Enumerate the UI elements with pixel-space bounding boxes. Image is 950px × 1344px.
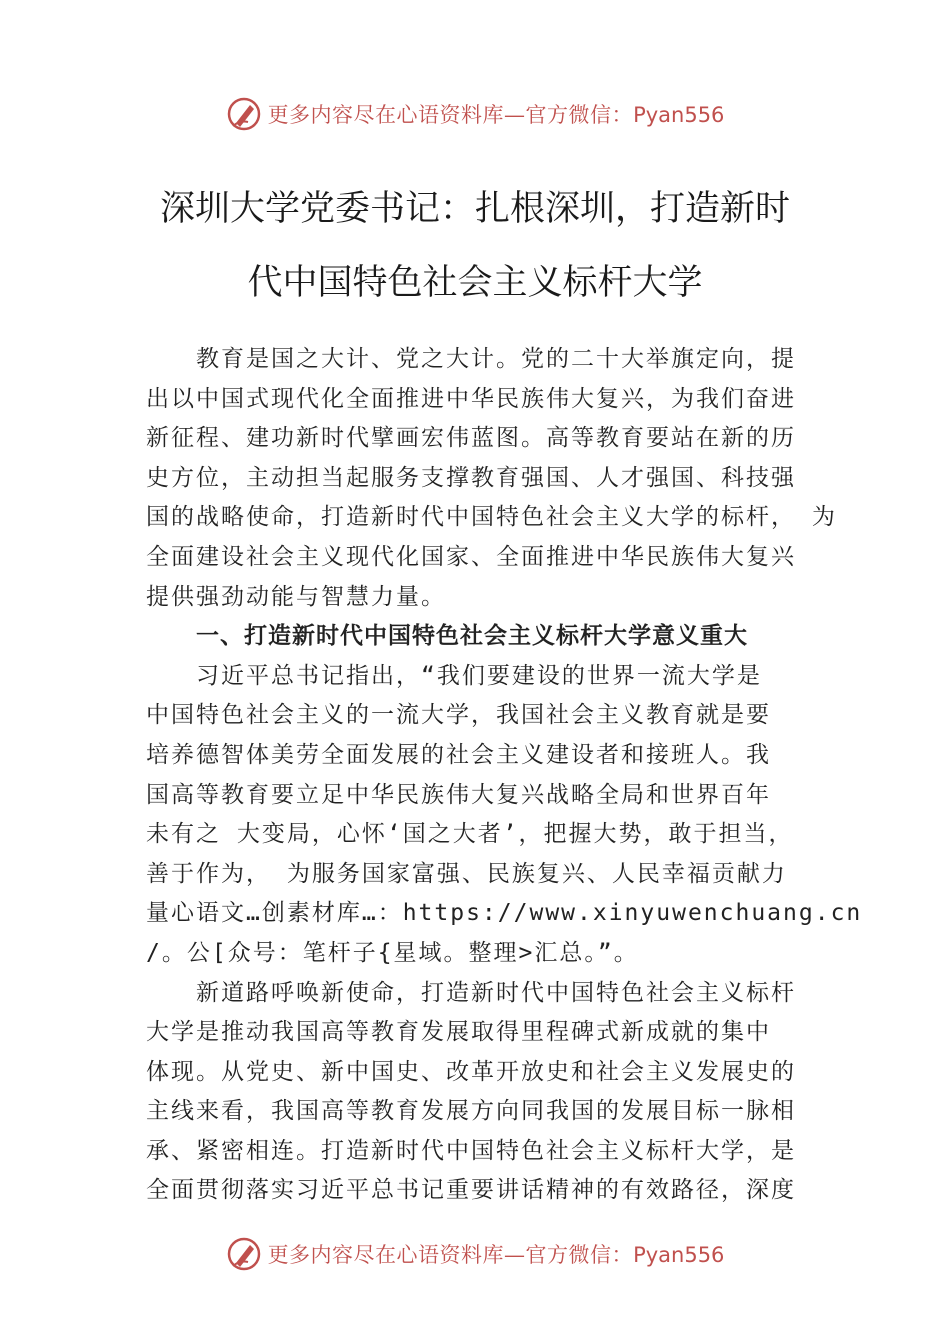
pen-nib-logo-icon — [226, 96, 262, 132]
paragraph-1-line: 全面建设社会主义现代化国家、全面推进中华民族伟大复兴 — [146, 543, 796, 570]
wechat-id: Pyan556 — [633, 1243, 725, 1267]
paragraph-1-line: 新征程、建功新时代擘画宏伟蓝图。高等教育要站在新的历 — [146, 425, 796, 452]
pen-nib-logo-icon — [226, 1236, 262, 1272]
section-heading-1: 一、打造新时代中国特色社会主义标杆大学意义重大 — [196, 623, 748, 650]
document-body — [146, 340, 863, 1211]
paragraph-1-line: 提供强劲动能与智慧力量。 — [146, 583, 446, 610]
paragraph-3-line: 承、紧密相连。打造新时代中国特色社会主义标杆大学，是 — [146, 1137, 796, 1164]
paragraph-3-line: 新道路呼唤新使命，打造新时代中国特色社会主义标杆 — [196, 979, 796, 1006]
header-banner — [0, 92, 950, 136]
paragraph-2-line: 培养德智体美劳全面发展的社会主义建设者和接班人。我 — [146, 741, 771, 768]
paragraph-2-line: 量心语文…创素材库…：https://www.xinyuwenchuang.cn — [146, 900, 863, 927]
paragraph-2-line: 国高等教育要立足中华民族伟大复兴战略全局和世界百年 — [146, 781, 771, 808]
paragraph-1-line: 史方位，主动担当起服务支撑教育强国、人才强国、科技强 — [146, 464, 796, 491]
paragraph-3-line: 主线来看，我国高等教育发展方向同我国的发展目标一脉相 — [146, 1098, 796, 1125]
footer-banner — [0, 1232, 950, 1276]
paragraph-2-line: 善于作为， 为服务国家富强、民族复兴、人民幸福贡献力 — [146, 860, 787, 887]
banner-label: 更多内容尽在心语资料库—官方微信： — [267, 1243, 634, 1267]
banner-label: 更多内容尽在心语资料库—官方微信： — [267, 103, 634, 127]
title-line-2: 代中国特色社会主义标杆大学 — [247, 263, 703, 303]
paragraph-2-line: 中国特色社会主义的一流大学，我国社会主义教育就是要 — [146, 702, 771, 729]
title-line-1: 深圳大学党委书记：扎根深圳，打造新时 — [159, 189, 790, 229]
banner-text — [268, 99, 725, 129]
banner-text — [268, 1239, 725, 1269]
paragraph-3-line: 全面贯彻落实习近平总书记重要讲话精神的有效路径，深度 — [146, 1177, 796, 1204]
paragraph-1-line: 国的战略使命，打造新时代中国特色社会主义大学的标杆， 为 — [146, 504, 837, 531]
paragraph-1-line: 出以中国式现代化全面推进中华民族伟大复兴，为我们奋进 — [146, 385, 796, 412]
paragraph-2-line: /。公[众号：笔杆子{星域。整理>汇总。”。 — [146, 939, 639, 966]
paragraph-3-line: 大学是推动我国高等教育发展取得里程碑式新成就的集中 — [146, 1019, 771, 1046]
paragraph-3-line: 体现。从党史、新中国史、改革开放史和社会主义发展史的 — [146, 1058, 796, 1085]
document-title — [100, 172, 850, 320]
paragraph-2-line: 未有之 大变局，心怀‘国之大者’，把握大势，敢于担当， — [146, 821, 794, 848]
paragraph-2-line: 习近平总书记指出，“我们要建设的世界一流大学是 — [196, 662, 762, 689]
paragraph-1-line: 教育是国之大计、党之大计。党的二十大举旗定向，提 — [196, 346, 796, 372]
wechat-id: Pyan556 — [633, 103, 725, 127]
